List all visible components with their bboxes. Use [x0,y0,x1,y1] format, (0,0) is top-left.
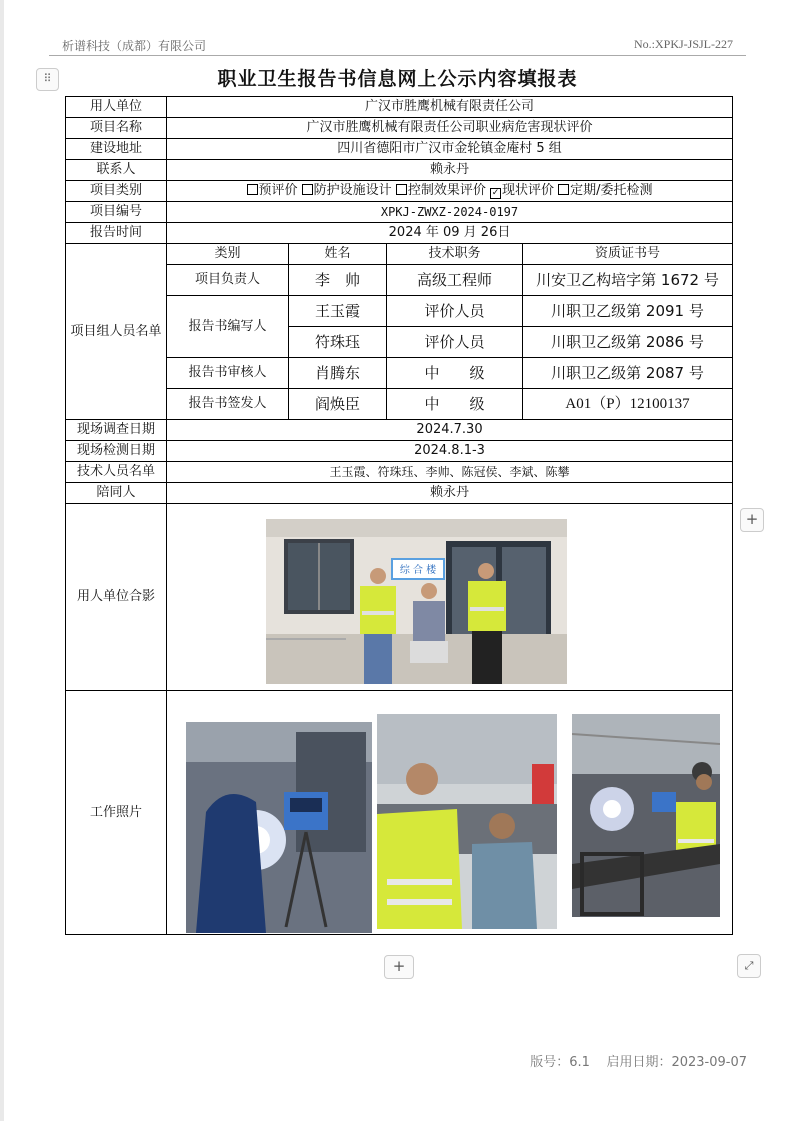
site-survey-label: 现场调查日期 [66,420,167,441]
team-name: 阎焕臣 [289,389,387,420]
checkbox-icon[interactable] [396,184,407,195]
add-row-icon[interactable]: + [740,508,764,532]
team-header-title: 技术职务 [387,244,523,265]
user-unit-value: 广汉市胜鹰机械有限责任公司 [167,97,733,118]
site-survey-value: 2024.7.30 [167,420,733,441]
address-label: 建设地址 [66,139,167,160]
type-option[interactable]: 定期/委托检测 [558,183,652,198]
companion-label: 陪同人 [66,483,167,504]
team-category: 报告书编写人 [167,296,289,358]
site-test-value: 2024.8.1-3 [167,441,733,462]
team-cert: 川安卫乙构培字第 1672 号 [523,265,733,296]
checkbox-checked-icon[interactable]: ✓ [491,188,500,198]
team-header-category: 类别 [167,244,289,265]
team-title: 中 级 [387,358,523,389]
team-cert: 川职卫乙级第 2086 号 [523,327,733,358]
team-name: 肖腾东 [289,358,387,389]
work-photo-label: 工作照片 [66,691,167,935]
project-no-label: 项目编号 [66,202,167,223]
team-cert: 川职卫乙级第 2087 号 [523,358,733,389]
group-photo-label: 用人单位合影 [66,504,167,691]
work-photo-workshop [572,714,720,917]
technicians-label: 技术人员名单 [66,462,167,483]
checkbox-icon[interactable] [302,184,313,195]
add-row-icon[interactable]: + [384,955,414,979]
project-name-label: 项目名称 [66,118,167,139]
team-header-name: 姓名 [289,244,387,265]
team-title: 高级工程师 [387,265,523,296]
expand-icon[interactable]: ⤢ [737,954,761,978]
technicians-value: 王玉霞、符珠珏、李帅、陈冠侯、李斌、陈攀 [167,462,733,483]
page-title: 职业卫生报告书信息网上公示内容填报表 [217,68,578,90]
project-type-label: 项目类别 [66,181,167,202]
team-name: 李 帅 [289,265,387,296]
report-time-label: 报告时间 [66,223,167,244]
team-title: 评价人员 [387,296,523,327]
type-option[interactable]: 预评价 [247,183,298,198]
team-title: 中 级 [387,389,523,420]
checkbox-icon[interactable] [247,184,258,195]
team-name: 符珠珏 [289,327,387,358]
site-test-label: 现场检测日期 [66,441,167,462]
type-option[interactable]: ✓ 现状评价 [491,183,554,198]
report-time-value: 2024 年 09 月 26日 [167,223,733,244]
building-sign: 综 合 楼 [399,565,437,576]
team-label: 项目组人员名单 [66,244,167,420]
project-name-value: 广汉市胜鹰机械有限责任公司职业病危害现状评价 [167,118,733,139]
header-divider [49,55,746,56]
checkbox-icon[interactable] [558,184,569,195]
version-text: 版号：6.1 [530,1055,590,1070]
project-type-options [167,181,733,202]
page-edge [0,0,4,1121]
team-category: 报告书审核人 [167,358,289,389]
team-name: 王玉霞 [289,296,387,327]
footer-version [530,1051,747,1070]
drag-handle-icon[interactable]: ⠿ [36,68,59,91]
team-cert: 川职卫乙级第 2091 号 [523,296,733,327]
group-photo [266,519,567,684]
team-category: 报告书签发人 [167,389,289,420]
company-header: 析谱科技（成都）有限公司 [62,39,207,53]
document-number: No.:XPKJ-JSJL-227 [633,37,733,51]
work-photo-inspection [377,714,557,929]
work-photo-welding [186,722,372,933]
contact-label: 联系人 [66,160,167,181]
team-category: 项目负责人 [167,265,289,296]
companion-value: 赖永丹 [167,483,733,504]
user-unit-label: 用人单位 [66,97,167,118]
team-title: 评价人员 [387,327,523,358]
effective-date: 启用日期：2023-09-07 [606,1055,747,1070]
type-option[interactable]: 防护设施设计 [302,183,392,198]
team-cert: A01（P）12100137 [523,389,733,420]
project-no-value: XPKJ-ZWXZ-2024-0197 [167,202,733,223]
address-value: 四川省德阳市广汉市金轮镇金庵村 5 组 [167,139,733,160]
contact-value: 赖永丹 [167,160,733,181]
type-option[interactable]: 控制效果评价 [396,183,486,198]
team-header-cert: 资质证书号 [523,244,733,265]
